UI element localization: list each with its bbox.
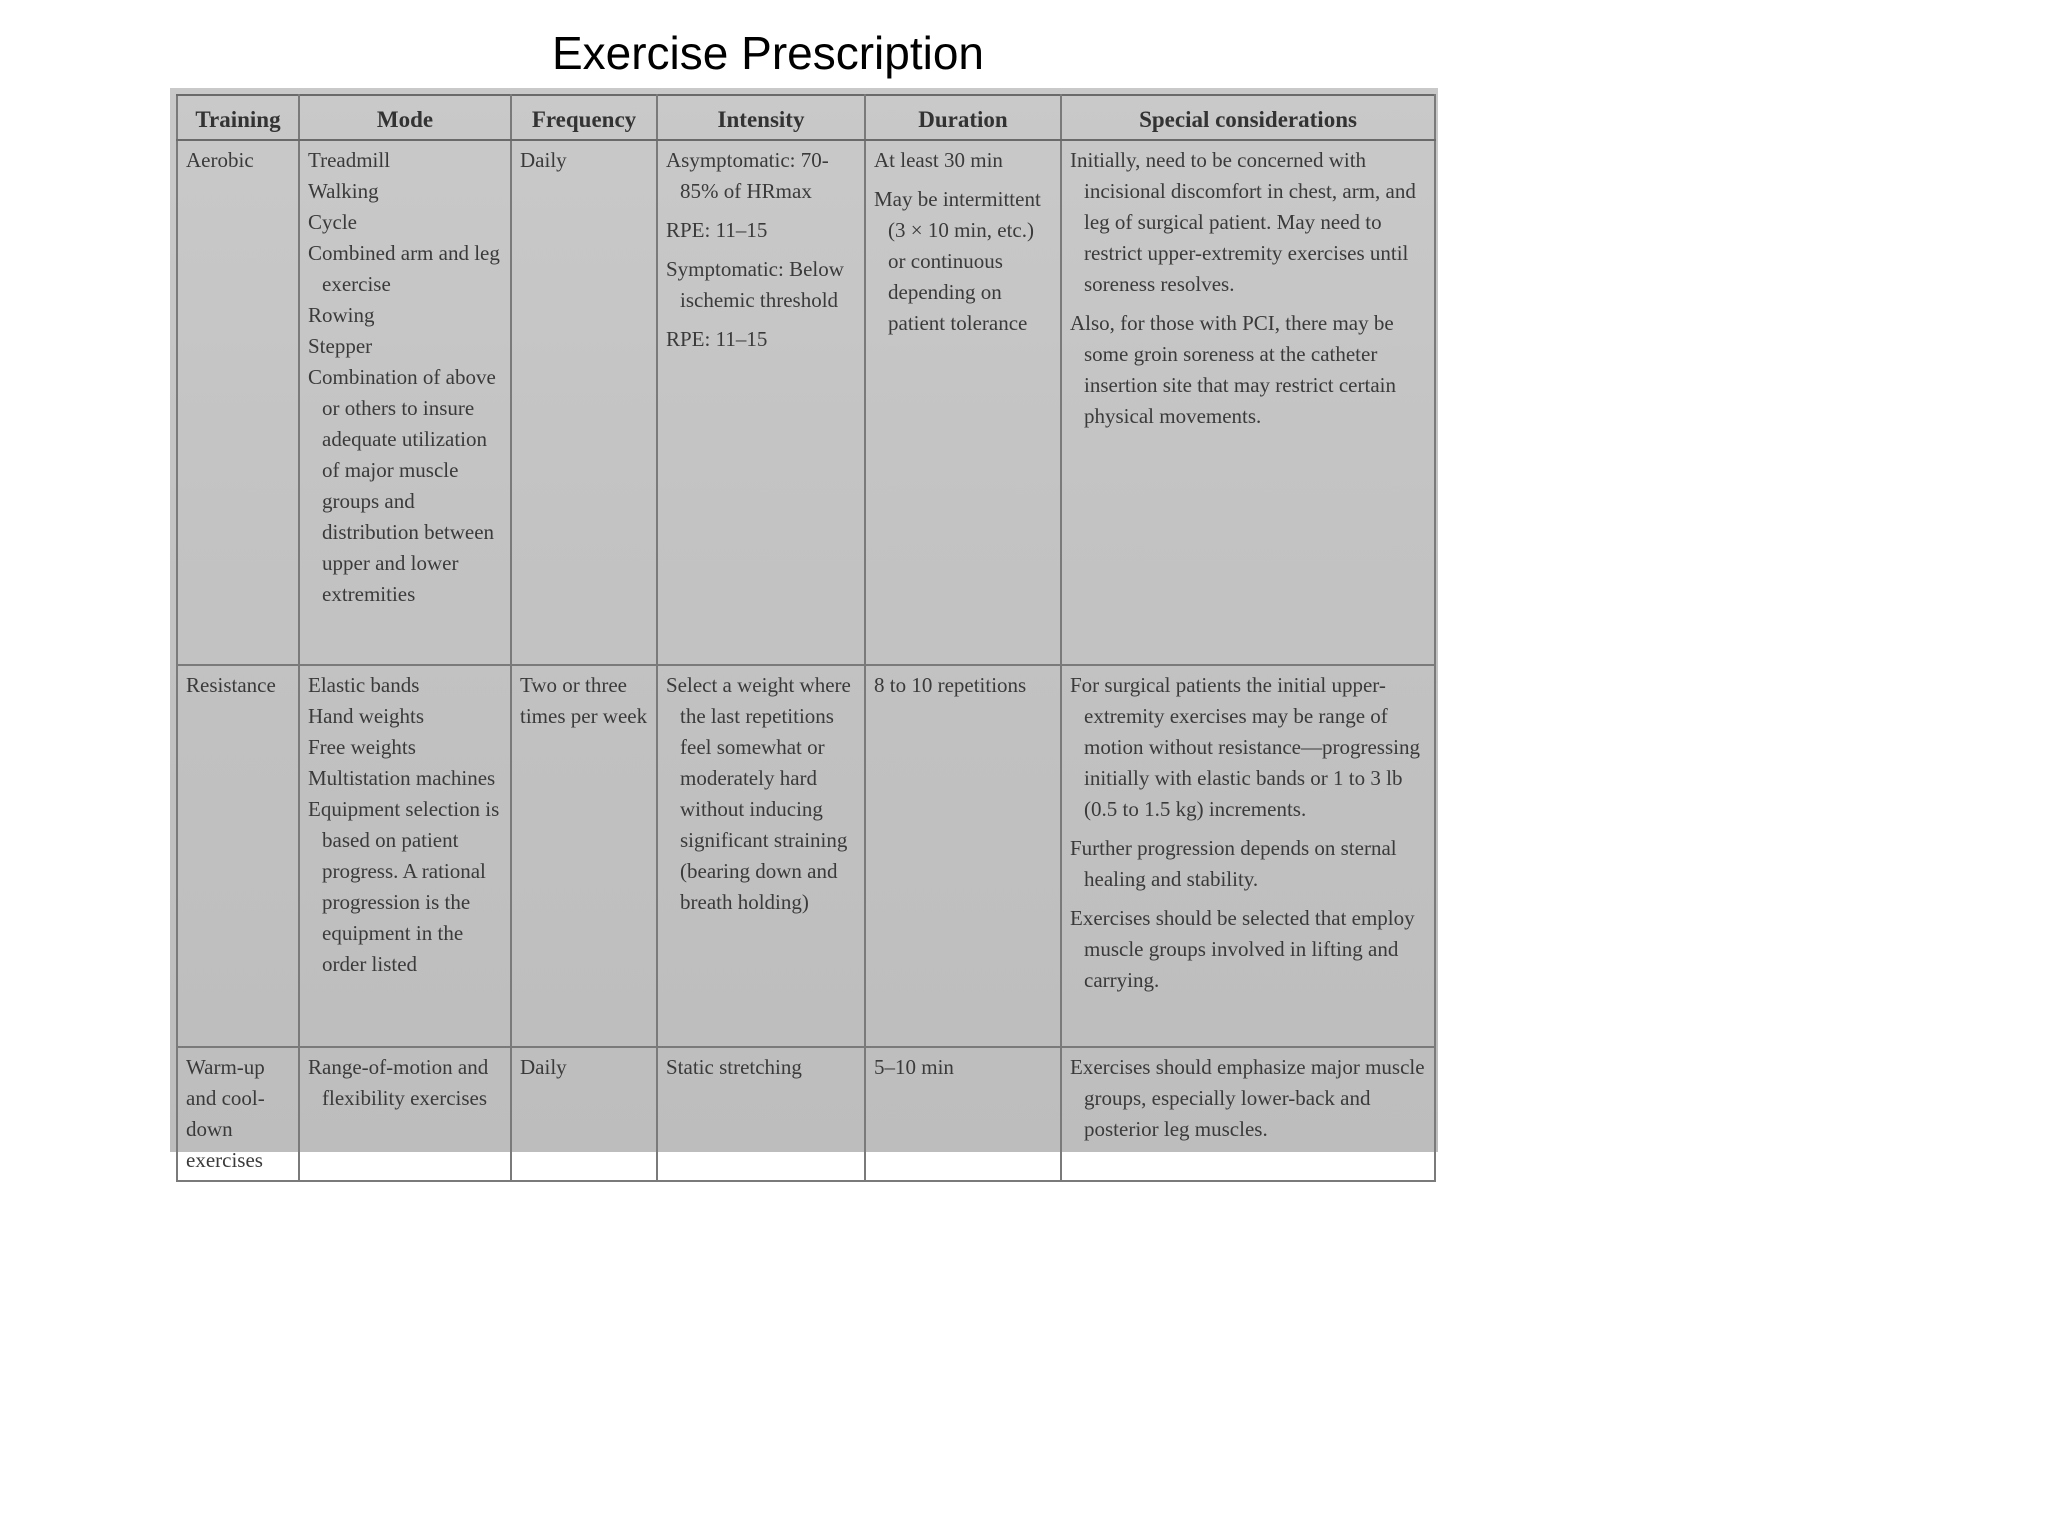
table-row bbox=[177, 140, 1435, 665]
cell-mode bbox=[299, 665, 511, 1047]
cell-special-considerations bbox=[1061, 140, 1435, 665]
cell-duration bbox=[865, 140, 1061, 665]
mode-item: Combined arm and leg exercise bbox=[308, 241, 500, 296]
cell-intensity bbox=[657, 665, 865, 1047]
cell-intensity bbox=[657, 1047, 865, 1181]
mode-item: Multistation machines bbox=[308, 766, 496, 790]
mode-item: Treadmill bbox=[308, 148, 391, 172]
intensity-item: Asymptomatic: 70-85% of HRmax bbox=[666, 148, 829, 203]
mode-item: Cycle bbox=[308, 210, 357, 234]
cell-frequency bbox=[511, 1047, 657, 1181]
training-label: Warm-up and cool-down exercises bbox=[186, 1055, 265, 1172]
intensity-item: RPE: 11–15 bbox=[666, 327, 768, 351]
cell-frequency bbox=[511, 665, 657, 1047]
header-special-considerations: Special considerations bbox=[1061, 95, 1435, 140]
cell-special-considerations bbox=[1061, 665, 1435, 1047]
table-row bbox=[177, 665, 1435, 1047]
mode-item: Stepper bbox=[308, 334, 373, 358]
exercise-prescription-table bbox=[176, 94, 1436, 1182]
mode-item: Walking bbox=[308, 179, 379, 203]
cell-intensity bbox=[657, 140, 865, 665]
special-item: Further progression depends on sternal healing and stability. bbox=[1070, 836, 1397, 891]
mode-item: Equipment selection is based on patient progress. A rational progression is the equipment in the order listed bbox=[308, 797, 500, 976]
header-intensity: Intensity bbox=[657, 95, 865, 140]
training-label: Resistance bbox=[186, 673, 276, 697]
cell-training bbox=[177, 665, 299, 1047]
special-item: Exercises should be selected that employ muscle groups involved in lifting and carrying. bbox=[1070, 906, 1415, 992]
slide-title: Exercise Prescription bbox=[551, 27, 985, 79]
duration-item: 8 to 10 repetitions bbox=[874, 673, 1027, 697]
cell-special-considerations bbox=[1061, 1047, 1435, 1181]
table-photo bbox=[170, 88, 1438, 1172]
header-training: Training bbox=[177, 95, 299, 140]
header-duration: Duration bbox=[865, 95, 1061, 140]
intensity-item: Static stretching bbox=[666, 1055, 802, 1079]
intensity-item: Select a weight where the last repetitions feel somewhat or moderately hard without inducing significant straining (bearing down and breath holding) bbox=[666, 673, 851, 914]
duration-item: 5–10 min bbox=[874, 1055, 954, 1079]
duration-item: At least 30 min bbox=[874, 148, 1003, 172]
table-row bbox=[177, 1047, 1435, 1181]
cell-frequency bbox=[511, 140, 657, 665]
frequency-text: Daily bbox=[520, 148, 567, 172]
intensity-item: RPE: 11–15 bbox=[666, 218, 768, 242]
special-item: Initially, need to be concerned with incisional discomfort in chest, arm, and leg of surgical patient. May need to restrict upper-extremity exercises until soreness resolves. bbox=[1070, 148, 1416, 296]
special-item: Also, for those with PCI, there may be some groin soreness at the catheter insertion site that may restrict certain physical movements. bbox=[1070, 311, 1396, 428]
header-mode: Mode bbox=[299, 95, 511, 140]
mode-item: Range-of-motion and flexibility exercises bbox=[308, 1055, 489, 1110]
cell-duration bbox=[865, 665, 1061, 1047]
intensity-item: Symptomatic: Below ischemic threshold bbox=[666, 257, 844, 312]
cell-training bbox=[177, 1047, 299, 1181]
special-item: Exercises should emphasize major muscle groups, especially lower-back and posterior leg muscles. bbox=[1070, 1055, 1425, 1141]
duration-item: May be intermittent (3 × 10 min, etc.) or continuous depending on patient tolerance bbox=[874, 187, 1041, 335]
frequency-text: Two or three times per week bbox=[520, 673, 648, 728]
cell-duration bbox=[865, 1047, 1061, 1181]
special-item: For surgical patients the initial upper-extremity exercises may be range of motion without resistance—progressing initially with elastic bands or 1 to 3 lb (0.5 to 1.5 kg) increments. bbox=[1070, 673, 1420, 821]
mode-item: Elastic bands bbox=[308, 673, 420, 697]
cell-mode bbox=[299, 1047, 511, 1181]
header-frequency: Frequency bbox=[511, 95, 657, 140]
cell-mode bbox=[299, 140, 511, 665]
mode-item: Rowing bbox=[308, 303, 375, 327]
header-row bbox=[177, 95, 1435, 140]
mode-item: Hand weights bbox=[308, 704, 425, 728]
cell-training bbox=[177, 140, 299, 665]
mode-item: Combination of above or others to insure adequate utilization of major muscle groups and distribution between upper and lower extremities bbox=[308, 365, 496, 606]
frequency-text: Daily bbox=[520, 1055, 567, 1079]
training-label: Aerobic bbox=[186, 148, 254, 172]
mode-item: Free weights bbox=[308, 735, 416, 759]
